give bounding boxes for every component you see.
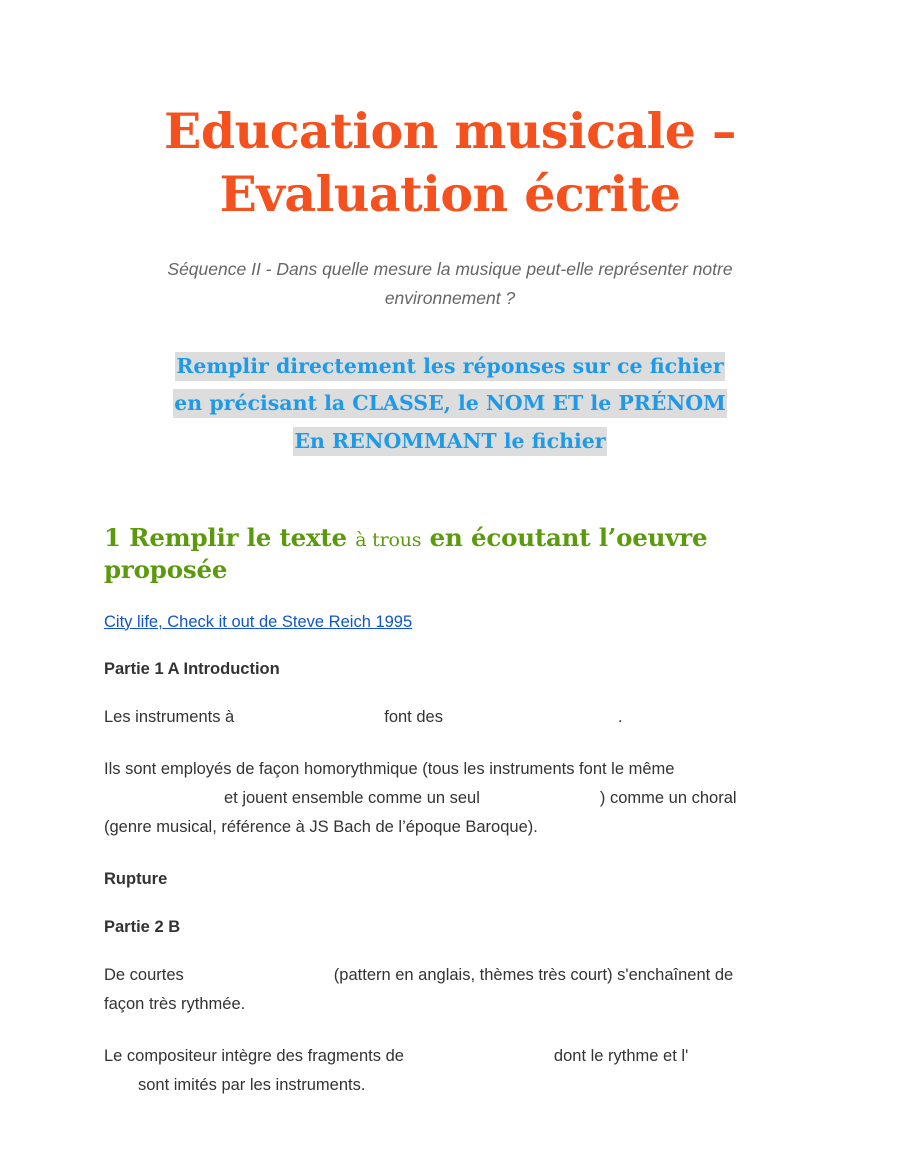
paragraph-3-text-b: (pattern en anglais, thèmes très court) s'enchaînent de bbox=[333, 965, 734, 984]
paragraph-2-text-c: ) comme un choral bbox=[599, 788, 737, 807]
blank-field-1[interactable] bbox=[234, 706, 384, 723]
paragraph-4-text-b: dont le rythme et l' bbox=[553, 1046, 689, 1065]
paragraph-3-text-a: De courtes bbox=[104, 965, 184, 984]
blank-field-6[interactable] bbox=[404, 1044, 554, 1061]
paragraph-1-text-a: Les instruments à bbox=[104, 708, 235, 727]
paragraph-3 bbox=[104, 939, 796, 1020]
blank-field-4[interactable] bbox=[480, 786, 600, 803]
notice-line-2 bbox=[104, 385, 796, 422]
document-title: Education musicale – Evaluation écrite bbox=[163, 102, 737, 223]
notice-line-3-text: En RENOMMANT le fichier bbox=[293, 427, 606, 456]
notice-line-1-text: Remplir directement les réponses sur ce fichier bbox=[175, 352, 724, 381]
paragraph-1-text-b: font des bbox=[384, 708, 443, 727]
section-heading-prefix: 1 Remplir le texte bbox=[104, 523, 356, 553]
notice-line-1 bbox=[104, 348, 796, 385]
part-2-label: Partie 2 B bbox=[104, 917, 181, 936]
paragraph-1 bbox=[104, 681, 796, 732]
notice-line-2-text: en précisant la CLASSE, le NOM ET le PRÉNOM bbox=[173, 389, 727, 418]
listening-work-link[interactable]: City life, Check it out de Steve Reich 1995 bbox=[104, 612, 413, 631]
paragraph-3-text-c: façon très rythmée. bbox=[104, 995, 246, 1014]
paragraph-1-text-c: . bbox=[617, 708, 623, 727]
instructions-notice bbox=[104, 312, 796, 460]
paragraph-2-text-a: Ils sont employés de façon homorythmique (tous les instruments font le même bbox=[104, 759, 675, 778]
section-heading-light: à trous bbox=[355, 529, 422, 552]
paragraph-4 bbox=[104, 1020, 796, 1101]
section-heading-1 bbox=[104, 460, 796, 586]
rupture-label: Rupture bbox=[104, 869, 168, 888]
section-heading-suffix: en écoutant l’oeuvre proposée bbox=[104, 523, 708, 584]
paragraph-4-text-c: sont imités par les instruments. bbox=[138, 1075, 366, 1094]
paragraph-4-text-a: Le compositeur intègre des fragments de bbox=[104, 1046, 404, 1065]
blank-field-7[interactable] bbox=[104, 1073, 138, 1090]
paragraph-2 bbox=[104, 733, 796, 843]
document-subtitle: Séquence II - Dans quelle mesure la musique peut-elle représenter notre environnement ? bbox=[167, 259, 733, 308]
blank-field-5[interactable] bbox=[184, 963, 334, 980]
paragraph-2-text-d: (genre musical, référence à JS Bach de l’époque Baroque). bbox=[104, 818, 538, 837]
paragraph-2-text-b: et jouent ensemble comme un seul bbox=[224, 788, 480, 807]
blank-field-3[interactable] bbox=[104, 786, 224, 803]
notice-line-3 bbox=[104, 423, 796, 460]
part-1-label: Partie 1 A Introduction bbox=[104, 660, 280, 679]
blank-field-2[interactable] bbox=[443, 706, 618, 723]
